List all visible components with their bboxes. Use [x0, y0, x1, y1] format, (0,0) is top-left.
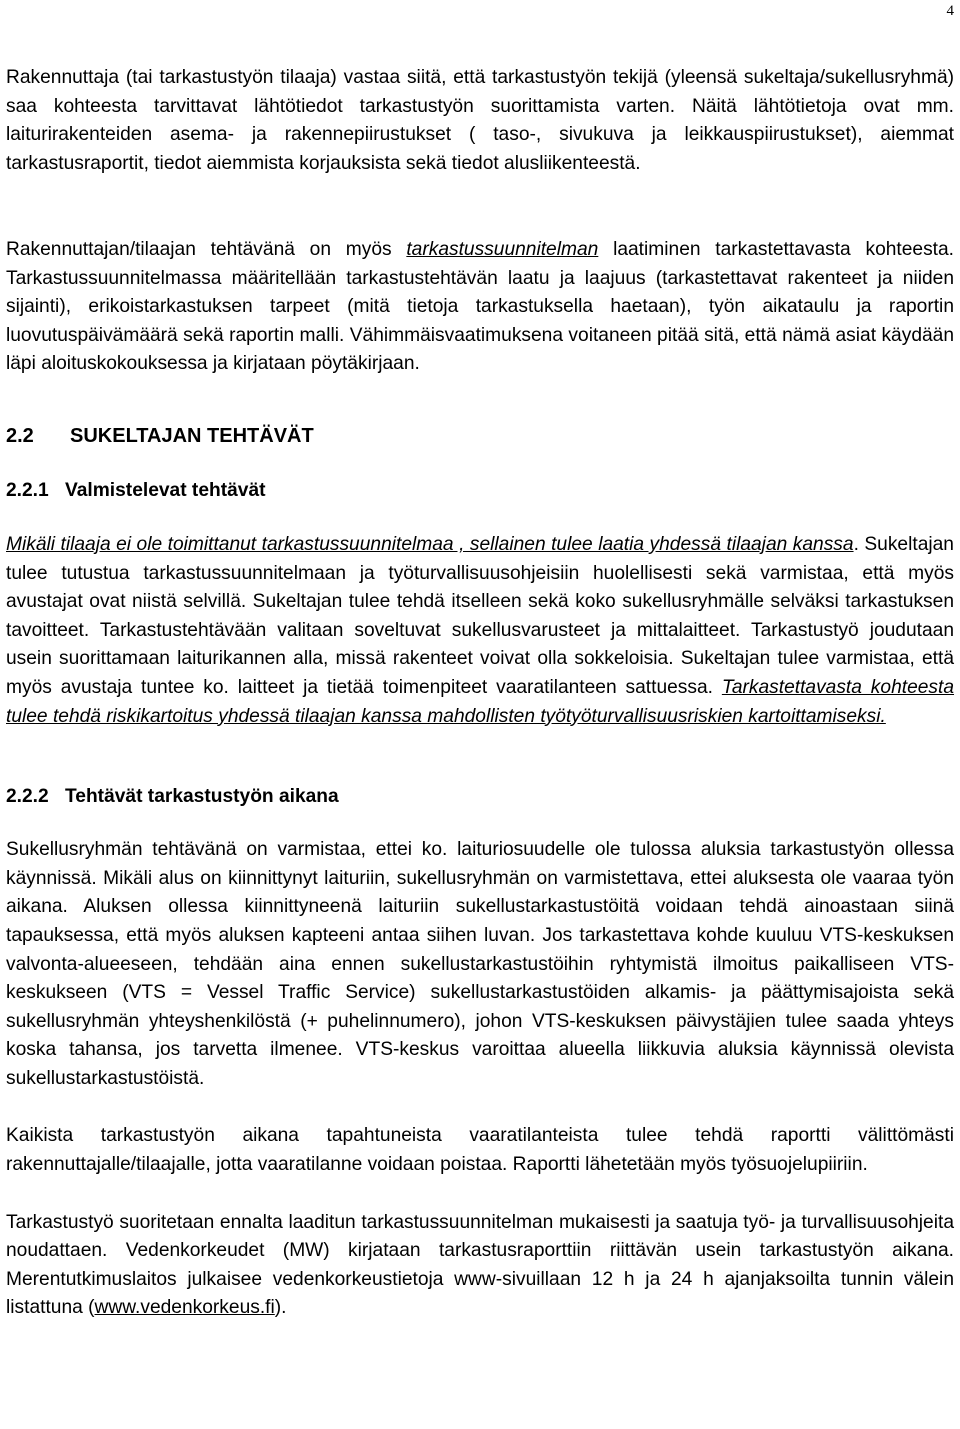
emphasized-term: tarkastussuunnitelman	[406, 239, 599, 260]
text-segment: ).	[274, 1297, 287, 1319]
emphasized-sentence: Mikäli tilaaja ei ole toimittanut tarkastussuunnitelmaa , sellainen tulee laatia yhdessä tilaajan kanssa	[6, 533, 854, 555]
section-title: Valmistelevat tehtävät	[65, 479, 266, 501]
text-segment: Rakennuttajan/tilaajan tehtävänä on myös	[6, 239, 407, 260]
section-number: 2.2	[6, 424, 34, 447]
section-heading-2-2-1	[6, 476, 954, 505]
section-title: Tehtävät tarkastustyön aikana	[65, 786, 339, 808]
text-segment: laatiminen tarkastettavasta kohteesta. Tarkastussuunnitelmassa määritellään tarkastustehtävän laatu ja laajuus (tarkastettavat rakenteet ja niiden sijainti), erikoistarkastuksen tarpeet (mitä tietoja tarkastuksella haetaan), työn aikataulu ja raportin luovutuspäivämäärä sekä raportin malli. Vähimmäisvaatimuksena voitaneen pitää sitä, että nämä asiat käydään läpi aloituskokouksessa ja kirjataan pöytäkirjaan.	[6, 239, 955, 375]
section-number: 2.2.2	[6, 786, 49, 808]
paragraph-tarkastustyon-aikana: Sukellusryhmän tehtävänä on varmistaa, ettei ko. laituriosuudelle ole tulossa aluksia tarkastustyön ollessa käynnissä. Mikäli alus on kiinnittynyt laituriin, sukellusryhmän on varmistettava, ettei aluksesta ole vaaraa työn aikana. Aluksen ollessa kiinnittyneenä laituriin sukellustarkastustöitä voidaan tehdä ainoastaan siinä tapauksessa, että myös aluksen kapteeni antaa siihen luvan. Jos tarkastettava kohde kuuluu VTS-keskuksen valvonta-alueeseen, tehdään aina ennen sukellustarkastustöihin ryhtymistä ilmoitus paikalliseen VTS-keskukseen (VTS = Vessel Traffic Service) sukellustarkastustöiden alkamis- ja päättymisajoista sekä sukellusryhmän yhteyshenkilöstä (+ puhelinnumero), johon VTS-keskuksen päivystäjien tulee saada yhteys koska tahansa, jos tarvetta ilmenee. VTS-keskus varoittaa alueella liikkuvia aluksia käynnissä olevista sukellustarkastustöistä.	[6, 839, 954, 1089]
paragraph-tarkastussuunnitelma	[6, 236, 954, 379]
paragraph-vedenkorkeudet	[6, 1209, 954, 1323]
paragraph-vaaratilanteet: Kaikista tarkastustyön aikana tapahtuneista vaaratilanteista tulee tehdä raportti välittömästi rakennuttajalle/tilaajalle, jotta vaaratilanne voidaan poistaa. Raportti lähetetään myös työsuojelupiiriin.	[6, 1125, 954, 1176]
emphasized-sentence: Tarkastettavasta kohteesta tulee tehdä riskikartoitus yhdessä tilaajan kanssa mahdollisten työtyöturvallisuusriskien kartoittamiseksi.	[6, 676, 955, 727]
page-number: 4	[946, 3, 954, 19]
section-title: SUKELTAJAN TEHTÄVÄT	[70, 424, 314, 447]
text-segment: Tarkastustyö suoritetaan ennalta laaditun tarkastussuunnitelman mukaisesti ja saatuja työ- ja turvallisuusohjeita noudattaen. Vedenkorkeudet (MW) kirjataan tarkastusraporttiin riittävän usein tarkastustyön aikana. Merentutkimuslaitos julkaisee vedenkorkeustietoja www-sivuillaan 12 h ja 24 h ajanjaksoilta tunnin välein listattuna (	[6, 1211, 954, 1319]
section-heading-2-2-2	[6, 782, 954, 811]
document-body	[6, 64, 954, 1323]
paragraph-lahtotiedot: Rakennuttaja (tai tarkastustyön tilaaja) vastaa siitä, että tarkastustyön tekijä (yleensä sukeltaja/sukellusryhmä) saa kohteesta tarvittavat lähtötiedot tarkastustyön suorittamista varten. Näitä lähtötietoja ovat mm. laiturirakenteiden asema- ja rakennepiirustukset ( taso-, sivukuva ja leikkauspiirustukset), aiemmat tarkastusraportit, tiedot aiemmista korjauksista sekä tiedot alusliikenteestä.	[6, 67, 954, 174]
section-heading-2-2	[6, 422, 954, 451]
text-segment: . Sukeltajan tulee tutustua tarkastussuunnitelmaan ja työturvallisuusohjeisiin huolellisesti sekä varmistaa, että myös avustajat ovat niistä selvillä. Sukeltajan tulee tehdä itselleen sekä koko sukellusryhmälle selväksi tarkastuksen tavoitteet. Tarkastustehtävään valitaan soveltuvat sukellusvarusteet ja mittalaitteet. Tarkastustyö joudutaan usein suorittamaan laiturikannen alla, missä rakenteet voivat olla sokkeloisia. Sukeltajan tulee varmistaa, että myös avustaja tuntee ko. laitteet ja tietää toimenpiteet vaaratilanteen sattuessa.	[6, 533, 954, 698]
vedenkorkeus-link[interactable]: www.vedenkorkeus.fi	[94, 1297, 275, 1319]
section-number: 2.2.1	[6, 479, 49, 501]
paragraph-valmistelevat	[6, 531, 954, 731]
